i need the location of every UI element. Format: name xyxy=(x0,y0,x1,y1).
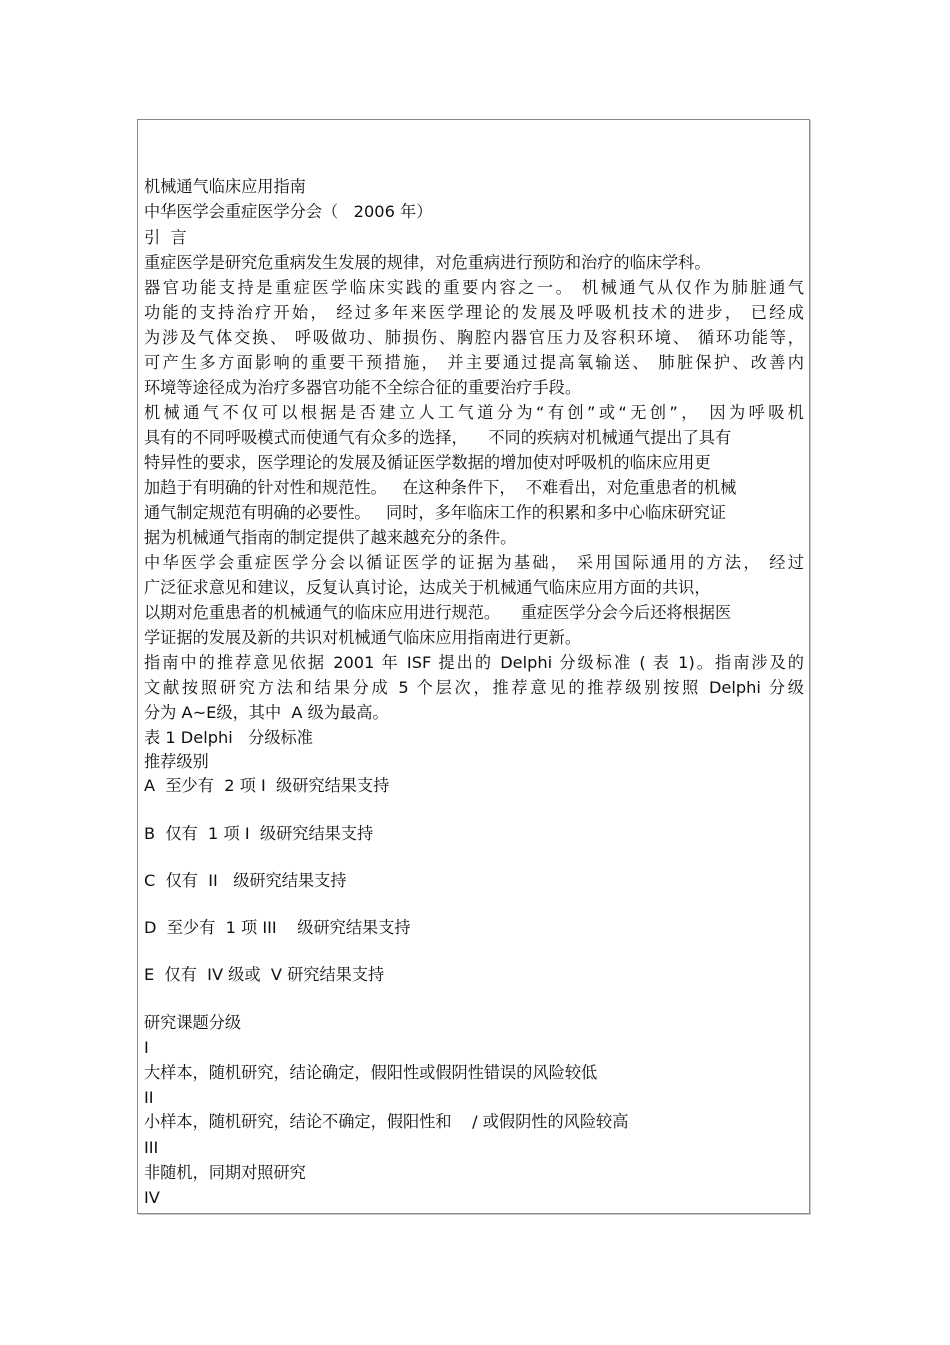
study-level: IV xyxy=(144,1188,160,1207)
document-org: 中华医学会重症医学分会（ 2006 年） xyxy=(144,202,433,221)
paragraph-line: 文献按照研究方法和结果分成 5 个层次，推荐意见的推荐级别按照 Delphi 分级 xyxy=(144,678,804,697)
paragraph-line: 以期对危重患者的机械通气的临床应用进行规范。 重症医学分会今后还将根据医 xyxy=(144,603,732,622)
recommend-level-b: B 仅有 1 项 I 级研究结果支持 xyxy=(144,824,374,843)
paragraph-line: 器官功能支持是重症医学临床实践的重要内容之一。 机械通气从仅作为肺脏通气 xyxy=(144,278,804,297)
recommend-level-d: D 至少有 1 项 III 级研究结果支持 xyxy=(144,918,411,937)
paragraph-line: 重症医学是研究危重病发生发展的规律，对危重病进行预防和治疗的临床学科。 xyxy=(144,253,711,272)
study-level: III xyxy=(144,1138,159,1157)
paragraph-line: 学证据的发展及新的共识对机械通气临床应用指南进行更新。 xyxy=(144,628,582,647)
paragraph-line: 据为机械通气指南的制定提供了越来越充分的条件。 xyxy=(144,528,517,547)
recommend-level-a: A 至少有 2 项 I 级研究结果支持 xyxy=(144,776,390,795)
paragraph-line: 指南中的推荐意见依据 2001 年 ISF 提出的 Delphi 分级标准 ( 表 1)。指南涉及的 xyxy=(144,653,804,672)
document-title: 机械通气临床应用指南 xyxy=(144,177,306,196)
paragraph-line: 中华医学会重症医学分会以循证医学的证据为基础， 采用国际通用的方法， 经过 xyxy=(144,553,804,572)
paragraph-line: 具有的不同呼吸模式而使通气有众多的选择， 不同的疾病对机械通气提出了具有 xyxy=(144,428,732,447)
paragraph-line: 为涉及气体交换、 呼吸做功、肺损伤、胸腔内器官压力及容积环境、 循环功能等， xyxy=(144,328,804,347)
study-level-desc: 非随机，同期对照研究 xyxy=(144,1163,306,1182)
study-header: 研究课题分级 xyxy=(144,1013,242,1032)
paragraph-line: 广泛征求意见和建议，反复认真讨论，达成关于机械通气临床应用方面的共识， xyxy=(144,578,711,597)
paragraph-line: 通气制定规范有明确的必要性。 同时，多年临床工作的积累和多中心临床研究证 xyxy=(144,503,726,522)
study-level-desc: 大样本，随机研究，结论确定，假阳性或假阴性错误的风险较低 xyxy=(144,1063,598,1082)
study-level: I xyxy=(144,1038,149,1057)
paragraph-line: 环境等途径成为治疗多器官功能不全综合征的重要治疗手段。 xyxy=(144,378,582,397)
paragraph-line: 特异性的要求，医学理论的发展及循证医学数据的增加使对呼吸机的临床应用更 xyxy=(144,453,711,472)
paragraph-line: 加趋于有明确的针对性和规范性。 在这种条件下， 不难看出，对危重患者的机械 xyxy=(144,478,737,497)
paragraph-line: 功能的支持治疗开始， 经过多年来医学理论的发展及呼吸机技术的进步， 已经成 xyxy=(144,303,804,322)
recommend-level-e: E 仅有 IV 级或 V 研究结果支持 xyxy=(144,965,385,984)
table-caption: 表 1 Delphi 分级标准 xyxy=(144,728,313,747)
recommend-header: 推荐级别 xyxy=(144,752,209,771)
recommend-level-c: C 仅有 II 级研究结果支持 xyxy=(144,871,347,890)
paragraph-line: 机械通气不仅可以根据是否建立人工气道分为“有创”或“无创”， 因为呼吸机 xyxy=(144,403,804,422)
paragraph-line: 可产生多方面影响的重要干预措施， 并主要通过提高氧输送、 肺脏保护、改善内 xyxy=(144,353,804,372)
section-heading: 引 言 xyxy=(144,228,187,247)
paragraph-line: 分为 A~E级，其中 A 级为最高。 xyxy=(144,703,389,722)
study-level: II xyxy=(144,1088,154,1107)
study-level-desc: 小样本，随机研究，结论不确定，假阳性和 / 或假阴性的风险较高 xyxy=(144,1112,629,1131)
